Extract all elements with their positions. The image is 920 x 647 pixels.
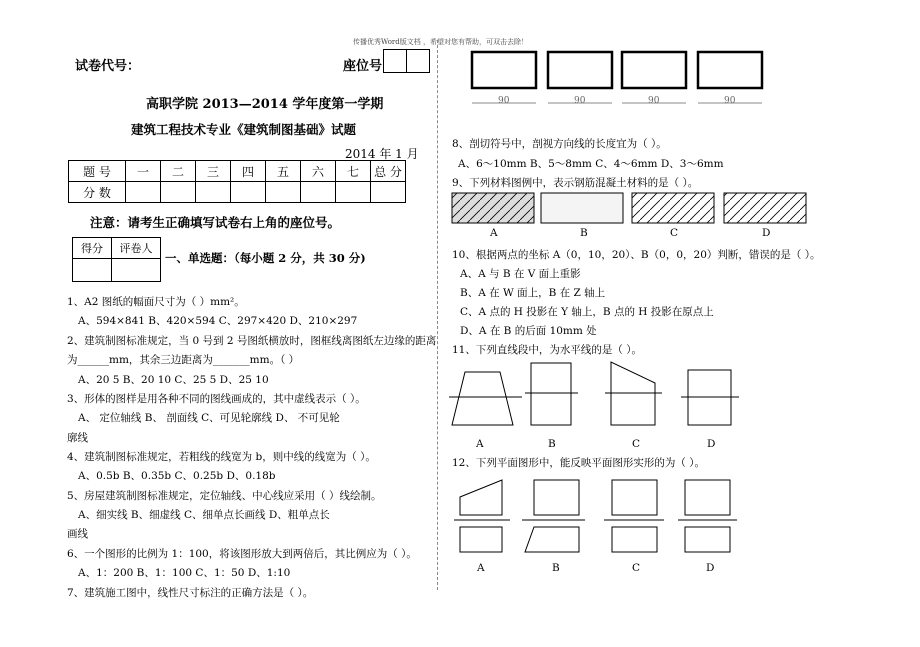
- projection-figure-a: [449, 372, 522, 425]
- dimension-label: 90: [574, 96, 586, 106]
- question-line: 为______mm，其余三边距离为_______mm。（ ）: [67, 354, 300, 366]
- option-line: A、1：200 B、1：100 C、1：50 D、1:10: [78, 567, 291, 579]
- figure-label: A: [476, 438, 484, 450]
- option-line: A、A 与 B 在 V 面上重影: [460, 268, 581, 280]
- option-line: A、594×841 B、420×594 C、297×420 D、210×297: [78, 315, 358, 327]
- option-line: D、A 在 B 的后面 10mm 处: [460, 325, 597, 337]
- material-legend-b: [541, 193, 623, 223]
- seat-label: 座位号: [343, 59, 383, 74]
- material-legend-d: [724, 193, 806, 223]
- option-line: 画线: [67, 528, 88, 540]
- score-header-cell: 二: [161, 161, 196, 182]
- exam-subtitle: 建筑工程技术专业《建筑制图基础》试题: [131, 122, 357, 137]
- score-header-cell: 六: [301, 161, 336, 182]
- question-line: 7、建筑施工图中，线性尺寸标注的正确方法是（ ）。: [67, 587, 314, 599]
- option-line: A、0.5b B、0.35b C、0.25b D、0.18b: [78, 470, 276, 482]
- dimension-label: 90: [724, 96, 736, 106]
- score-header-cell: 总 分: [371, 161, 406, 182]
- question-line: 10、根据两点的坐标 A（0，10，20）、B（0，0，20）判断，错误的是（ ）。: [452, 249, 821, 261]
- figure-label: B: [548, 438, 556, 450]
- score-header-cell: 题 号: [69, 161, 126, 182]
- dimension-label: 90: [648, 96, 660, 106]
- option-line: A、20 5 B、20 10 C、25 5 D、25 10: [78, 374, 269, 386]
- score-row-label: 分 数: [69, 182, 126, 203]
- plane-figure-d: [678, 480, 737, 552]
- plane-figure-a: [454, 480, 510, 552]
- figure-label: D: [706, 562, 715, 574]
- score-header-cell: 一: [126, 161, 161, 182]
- projection-figure-c: [605, 362, 662, 425]
- dimension-label: 90: [498, 96, 510, 106]
- score-header-cell: 四: [231, 161, 266, 182]
- exam-code-label: 试卷代号：: [75, 59, 141, 74]
- option-line: B、A 在 W 面上，B 在 Z 轴上: [460, 287, 606, 299]
- section-heading: 一、单选题：（每小题 2 分，共 30 分): [165, 251, 366, 265]
- question-line: 4、建筑制图标准规定，若粗线的线宽为 b，则中线的线宽为（ ）。: [67, 451, 376, 463]
- grader-score-label: 得分: [73, 238, 112, 259]
- option-line: A、 定位轴线 B、 剖面线 C、可见轮廓线 D、 不可见轮: [78, 412, 340, 424]
- question-line: 9、下列材料图例中，表示钢筋混凝土材料的是（ ）。: [452, 177, 699, 189]
- projection-figure-d: [681, 370, 739, 425]
- question-line: 3、形体的图样是用各种不同的图线画成的，其中虚线表示（ ）。: [67, 393, 366, 405]
- question-line: 8、剖切符号中，剖视方向线的长度宜为（ ）。: [452, 138, 667, 150]
- figure-label: C: [632, 438, 641, 450]
- plane-figure-b: [522, 480, 585, 552]
- legend-label: C: [670, 227, 679, 239]
- question-line: 5、房屋建筑制图标准规定，定位轴线、中心线应采用（ ）线绘制。: [67, 490, 382, 502]
- grader-reviewer-label: 评卷人: [112, 238, 161, 259]
- legend-label: D: [762, 227, 771, 239]
- question-line: 6、一个图形的比例为 1：100，将该图形放大到两倍后，其比例应为（ ）。: [67, 548, 417, 560]
- figure-label: B: [552, 562, 560, 574]
- score-header-cell: 三: [196, 161, 231, 182]
- legend-label: B: [580, 227, 588, 239]
- material-legend-c: [632, 193, 714, 223]
- watermark-text: 传播优秀Word版文档 ，希望对您有帮助，可双击去除！: [353, 38, 528, 46]
- notice-text: 注意：请考生正确填写试卷右上角的座位号。: [90, 215, 341, 230]
- figure-label: D: [707, 438, 716, 450]
- score-header-cell: 五: [266, 161, 301, 182]
- material-legend-a: [452, 193, 534, 223]
- question-line: 2、建筑制图标准规定，当 0 号到 2 号图纸横放时，图框线离图纸左边缘的距离: [67, 335, 437, 347]
- score-header-cell: 七: [336, 161, 371, 182]
- option-line: A、6～10mm B、5～8mm C、4～6mm D、3～6mm: [458, 158, 724, 170]
- option-line: 廓线: [67, 432, 88, 444]
- exam-date: 2014 年 1 月: [345, 147, 419, 161]
- question-line: 12、下列平面图形中，能反映平面图形实形的为（ ）。: [452, 457, 705, 469]
- exam-title: 高职学院 2013—2014 学年度第一学期: [146, 97, 384, 112]
- question-line: 1、A2 图纸的幅面尺寸为（ ）mm²。: [67, 296, 245, 308]
- question-line: 11、下列直线段中，为水平线的是（ ）。: [452, 344, 642, 356]
- legend-label: A: [490, 227, 498, 239]
- plane-figure-c: [604, 480, 664, 552]
- figure-label: A: [477, 562, 485, 574]
- figure-label: C: [632, 562, 641, 574]
- projection-figure-b: [525, 363, 578, 425]
- option-line: A、细实线 B、细虚线 C、细单点长画线 D、粗单点长: [78, 509, 330, 521]
- option-line: C、A 点的 H 投影在 Y 轴上，B 点的 H 投影在原点上: [460, 306, 714, 318]
